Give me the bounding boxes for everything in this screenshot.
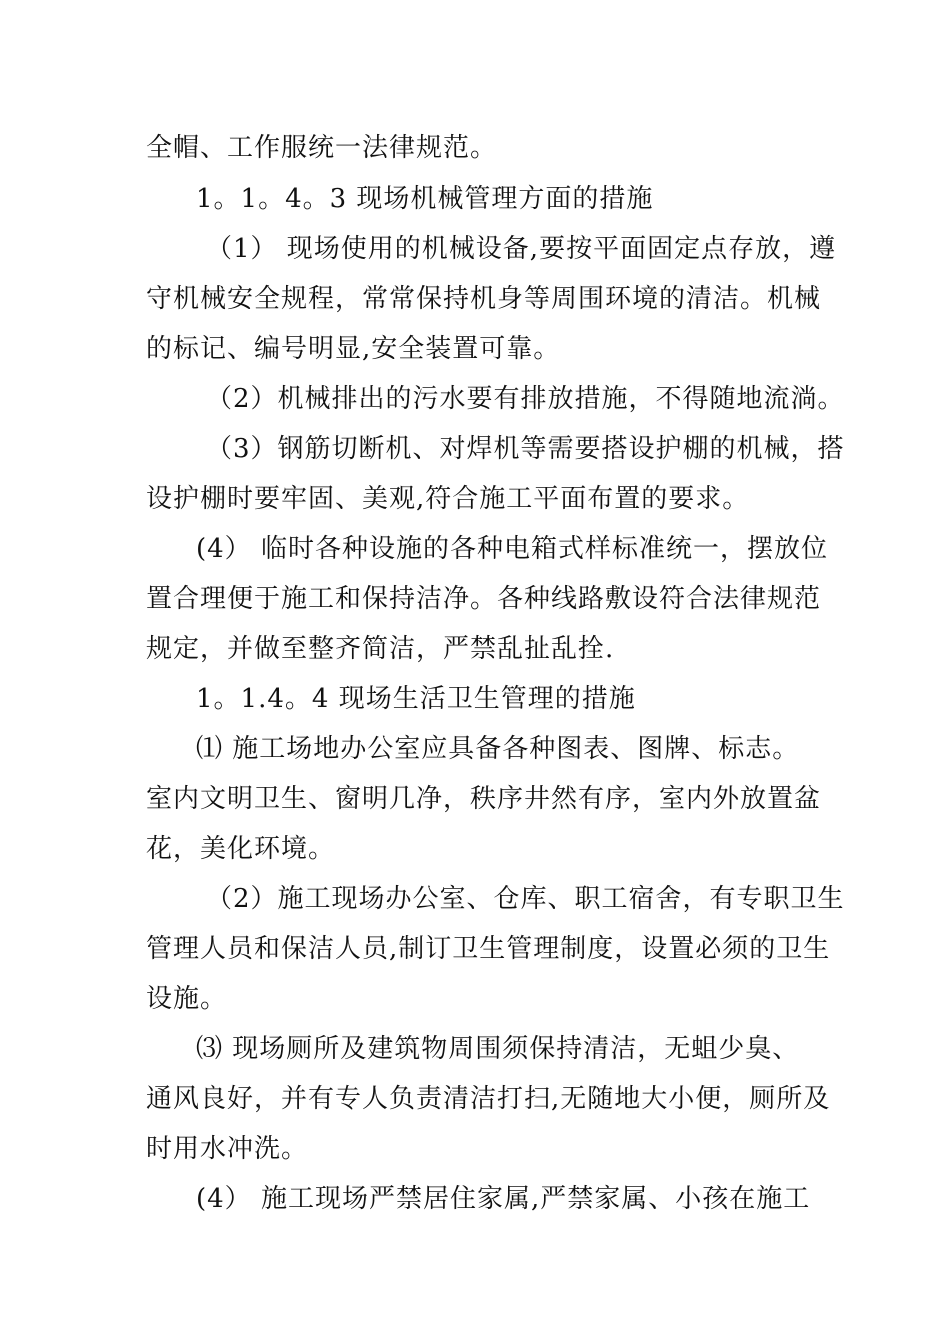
text-line: 管理人员和保洁人员,制订卫生管理制度，设置必须的卫生 xyxy=(146,934,831,964)
text-line: ⑶ 现场厕所及建筑物周围须保持清洁，无蛆少臭、 xyxy=(196,1034,800,1064)
text-line: 设护棚时要牢固、美观,符合施工平面布置的要求。 xyxy=(146,484,750,514)
text-line: ⑴ 施工场地办公室应具备各种图表、图牌、标志。 xyxy=(196,734,800,764)
text-line: 全帽、工作服统一法律规范。 xyxy=(146,133,498,163)
text-line: 的标记、编号明显,安全装置可靠。 xyxy=(146,334,561,364)
text-line: 通风良好，并有专人负责清洁打扫,无随地大小便，厕所及 xyxy=(146,1084,831,1114)
text-line: (4） 施工现场严禁居住家属,严禁家属、小孩在施工 xyxy=(196,1184,811,1214)
text-line: (4） 临时各种设施的各种电箱式样标准统一，摆放位 xyxy=(196,534,828,564)
text-line: （1） 现场使用的机械设备,要按平面固定点存放，遵 xyxy=(206,234,837,264)
text-line: 规定，并做至整齐简洁，严禁乱扯乱拴. xyxy=(146,634,615,664)
section-heading: 1。1。4。3 现场机械管理方面的措施 xyxy=(196,184,654,214)
text-line: 时用水冲洗。 xyxy=(146,1134,309,1164)
text-line: 室内文明卫生、窗明几净，秩序井然有序，室内外放置盆 xyxy=(146,784,822,814)
text-line: （3）钢筋切断机、对焊机等需要搭设护棚的机械，搭 xyxy=(206,434,845,464)
text-line: 花，美化环境。 xyxy=(146,834,336,864)
text-line: （2）施工现场办公室、仓库、职工宿舍，有专职卫生 xyxy=(206,884,845,914)
text-line: 设施。 xyxy=(146,984,228,1014)
text-line: 守机械安全规程，常常保持机身等周围环境的清洁。机械 xyxy=(146,284,822,314)
text-line: 置合理便于施工和保持洁净。各种线路敷设符合法律规范 xyxy=(146,584,822,614)
text-line: （2）机械排出的污水要有排放措施，不得随地流淌。 xyxy=(206,384,845,414)
section-heading: 1。1.4。4 现场生活卫生管理的措施 xyxy=(196,684,636,714)
